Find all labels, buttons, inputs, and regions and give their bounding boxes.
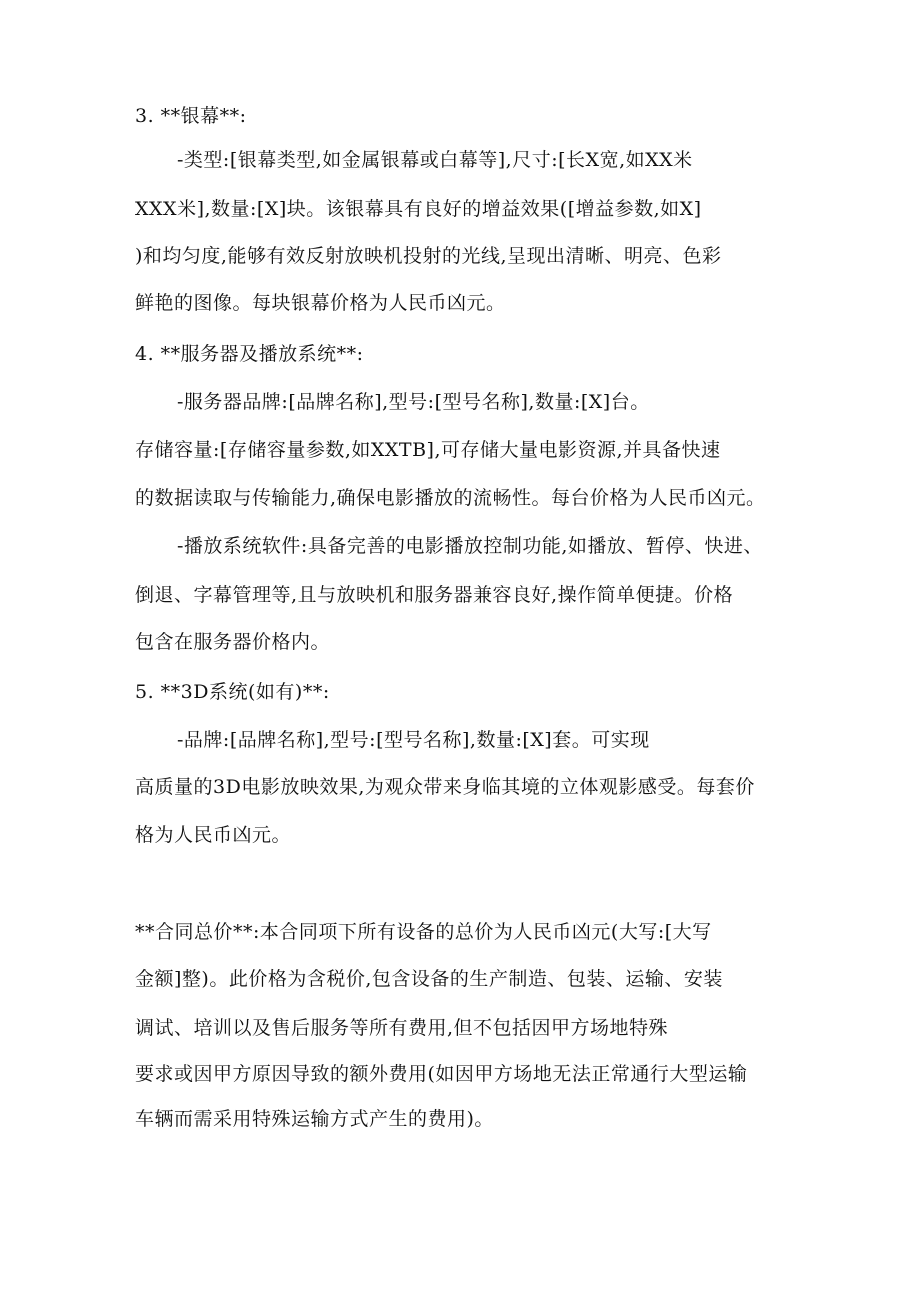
contract-total-line: **合同总价**:本合同项下所有设备的总价为人民币凶元(大写:[大写: [135, 921, 712, 943]
server-paragraph-line: 的数据读取与传输能力,确保电影播放的流畅性。每台价格为人民币凶元。: [135, 487, 766, 509]
screen-paragraph-line: 鲜艳的图像。每块银幕价格为人民币凶元。: [135, 292, 506, 314]
section-4-heading: 4. **服务器及播放系统**:: [135, 343, 364, 365]
screen-paragraph-line: )和均匀度,能够有效反射放映机投射的光线,呈现出清晰、明亮、色彩: [135, 245, 722, 267]
contract-total-line: 金额]整)。此价格为含税价,包含设备的生产制造、包装、运输、安装: [135, 968, 723, 990]
contract-total-line: 调试、培训以及售后服务等所有费用,但不包括因甲方场地特殊: [135, 1017, 669, 1039]
server-paragraph-line: 存储容量:[存储容量参数,如XXTB],可存储大量电影资源,并具备快速: [135, 439, 721, 461]
3d-system-line: 高质量的3D电影放映效果,为观众带来身临其境的立体观影感受。每套价: [135, 776, 755, 798]
server-paragraph-line: -服务器品牌:[品牌名称],型号:[型号名称],数量:[X]台。: [177, 391, 650, 413]
3d-system-line: 格为人民币凶元。: [135, 824, 292, 846]
playback-software-line: 倒退、字幕管理等,且与放映机和服务器兼容良好,操作简单便捷。价格: [135, 584, 734, 606]
playback-software-line: 包含在服务器价格内。: [135, 631, 331, 653]
section-5-heading: 5. **3D系统(如有)**:: [135, 681, 330, 703]
3d-system-line: -品牌:[品牌名称],型号:[型号名称],数量:[X]套。可实现: [177, 729, 650, 751]
contract-total-line: 车辆而需采用特殊运输方式产生的费用)。: [135, 1108, 494, 1130]
screen-paragraph-line: -类型:[银幕类型,如金属银幕或白幕等],尺寸:[长X宽,如XX米: [177, 149, 693, 171]
screen-paragraph-line: XXX米],数量:[X]块。该银幕具有良好的增益效果([增益参数,如X]: [135, 198, 702, 220]
section-3-heading: 3. **银幕**:: [135, 105, 247, 127]
playback-software-line: -播放系统软件:具备完善的电影播放控制功能,如播放、暂停、快进、: [177, 535, 763, 557]
contract-total-line: 要求或因甲方原因导致的额外费用(如因甲方场地无法正常通行大型运输: [135, 1063, 748, 1085]
